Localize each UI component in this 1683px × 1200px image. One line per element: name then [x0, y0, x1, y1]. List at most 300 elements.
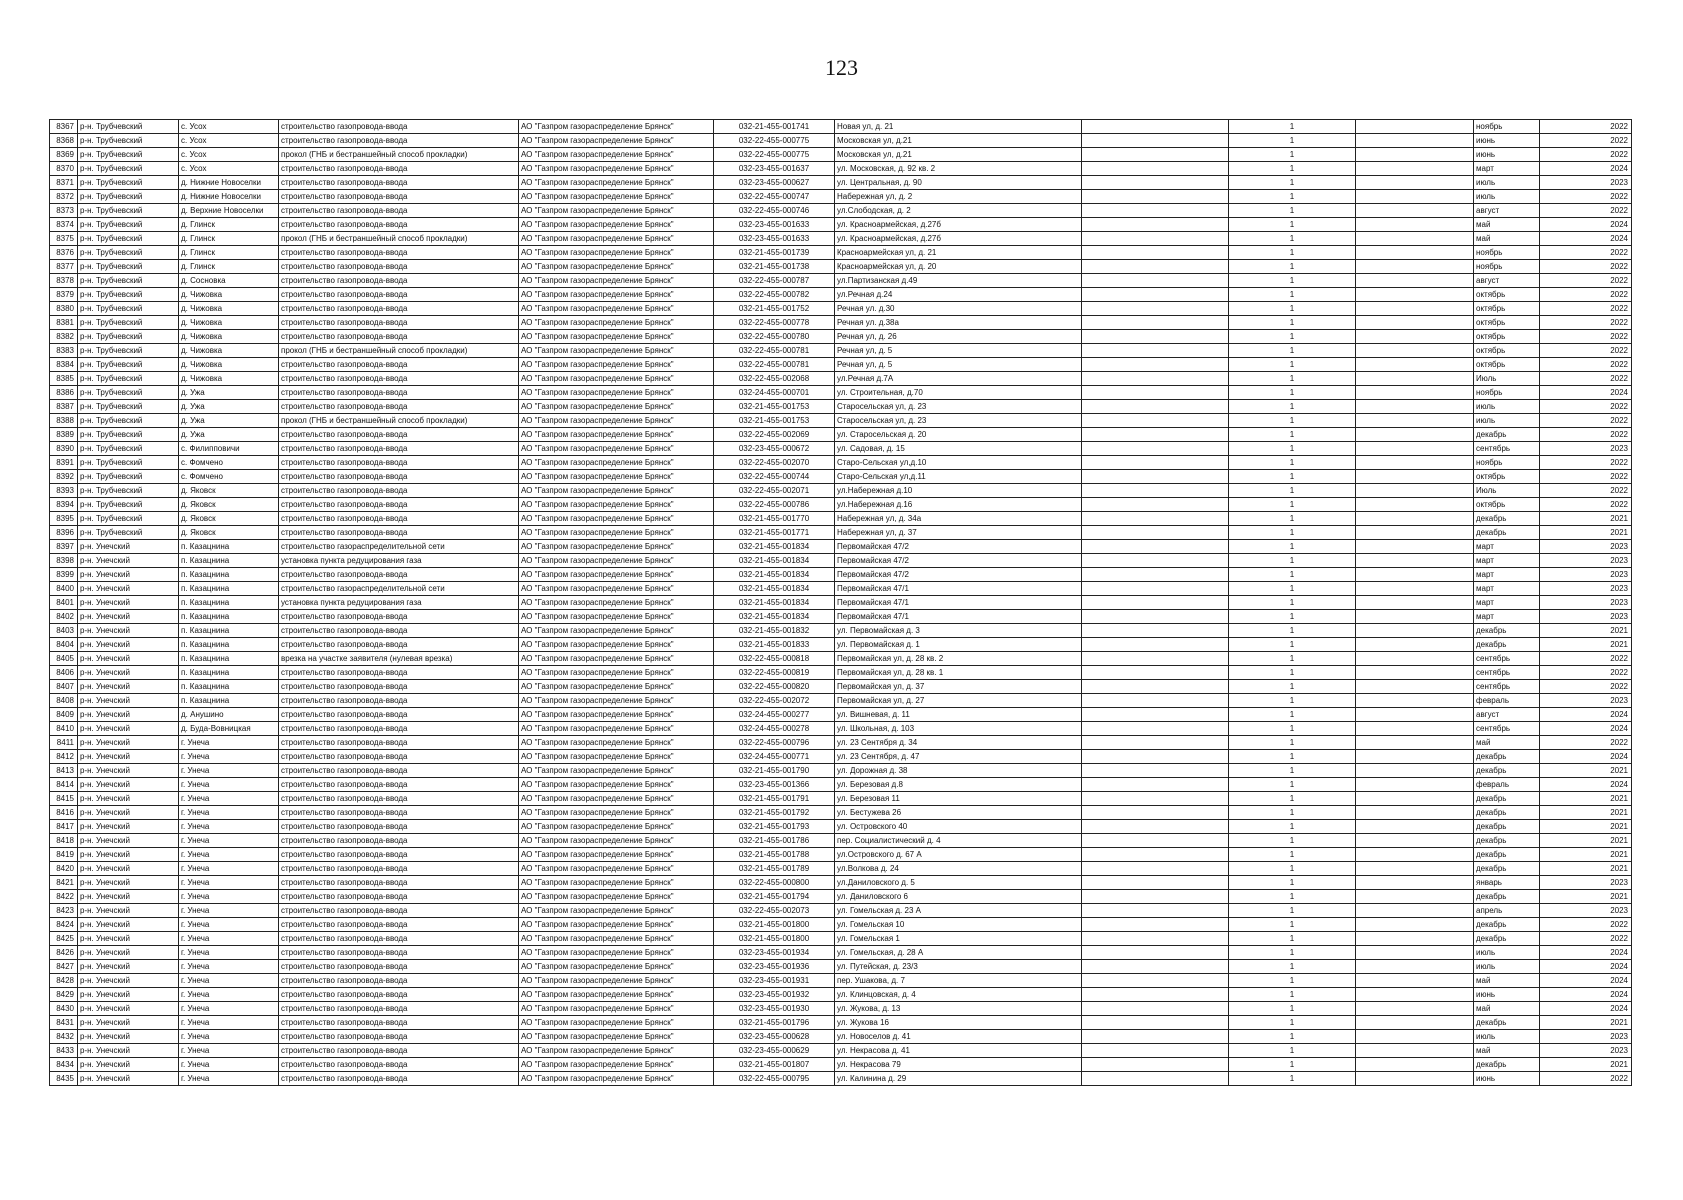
row-number-cell: 8435	[50, 1072, 78, 1086]
request-number-cell: 032-22-455-000819	[714, 666, 835, 680]
row-number-cell: 8385	[50, 372, 78, 386]
blank-col-1-cell	[1082, 862, 1229, 876]
row-number-cell: 8402	[50, 610, 78, 624]
settlement-cell: с. Усох	[179, 134, 279, 148]
work-type-cell: установка пункта редуцирования газа	[279, 554, 519, 568]
month-cell: декабрь	[1474, 512, 1540, 526]
request-number-cell: 032-21-455-001741	[714, 120, 835, 134]
district-cell: р-н. Унечский	[78, 820, 179, 834]
row-number-cell: 8397	[50, 540, 78, 554]
work-type-cell: строительство газопровода-ввода	[279, 512, 519, 526]
request-number-cell: 032-21-455-001794	[714, 890, 835, 904]
table-row	[50, 1030, 1632, 1044]
work-type-cell: строительство газопровода-ввода	[279, 778, 519, 792]
district-cell: р-н. Унечский	[78, 540, 179, 554]
address-cell: Старо-Сельская ул,д.11	[835, 470, 1082, 484]
month-cell: ноябрь	[1474, 386, 1540, 400]
district-cell: р-н. Трубчевский	[78, 372, 179, 386]
blank-col-1-cell	[1082, 946, 1229, 960]
organization-cell: АО "Газпром газораспределение Брянск"	[519, 932, 714, 946]
district-cell: р-н. Трубчевский	[78, 512, 179, 526]
blank-col-2-cell	[1356, 316, 1474, 330]
table-row	[50, 1058, 1632, 1072]
organization-cell: АО "Газпром газораспределение Брянск"	[519, 876, 714, 890]
year-cell: 2022	[1540, 680, 1632, 694]
month-cell: Июль	[1474, 484, 1540, 498]
row-number-cell: 8376	[50, 246, 78, 260]
address-cell: Речная ул. д.38а	[835, 316, 1082, 330]
blank-col-2-cell	[1356, 694, 1474, 708]
month-cell: октябрь	[1474, 358, 1540, 372]
address-cell: ул. Центральная, д. 90	[835, 176, 1082, 190]
quantity-cell: 1	[1229, 1044, 1356, 1058]
district-cell: р-н. Унечский	[78, 890, 179, 904]
month-cell: сентябрь	[1474, 442, 1540, 456]
address-cell: ул. Московская, д. 92 кв. 2	[835, 162, 1082, 176]
work-type-cell: строительство газопровода-ввода	[279, 890, 519, 904]
address-cell: Первомайская ул, д. 28 кв. 1	[835, 666, 1082, 680]
row-number-cell: 8409	[50, 708, 78, 722]
quantity-cell: 1	[1229, 470, 1356, 484]
address-cell: Речная ул, д. 5	[835, 344, 1082, 358]
table-row	[50, 428, 1632, 442]
quantity-cell: 1	[1229, 736, 1356, 750]
work-type-cell: строительство газопровода-ввода	[279, 680, 519, 694]
work-type-cell: строительство газопровода-ввода	[279, 820, 519, 834]
blank-col-1-cell	[1082, 372, 1229, 386]
year-cell: 2022	[1540, 932, 1632, 946]
settlement-cell: г. Унеча	[179, 834, 279, 848]
request-number-cell: 032-21-455-001834	[714, 610, 835, 624]
settlement-cell: г. Унеча	[179, 876, 279, 890]
table-row	[50, 694, 1632, 708]
request-number-cell: 032-21-455-001789	[714, 862, 835, 876]
district-cell: р-н. Трубчевский	[78, 260, 179, 274]
settlement-cell: с. Фомчено	[179, 456, 279, 470]
quantity-cell: 1	[1229, 960, 1356, 974]
district-cell: р-н. Трубчевский	[78, 456, 179, 470]
request-number-cell: 032-22-455-000744	[714, 470, 835, 484]
month-cell: октябрь	[1474, 288, 1540, 302]
blank-col-2-cell	[1356, 218, 1474, 232]
table-row	[50, 932, 1632, 946]
quantity-cell: 1	[1229, 120, 1356, 134]
request-number-cell: 032-21-455-001834	[714, 568, 835, 582]
address-cell: ул. Школьная, д. 103	[835, 722, 1082, 736]
table-row	[50, 974, 1632, 988]
table-row	[50, 960, 1632, 974]
row-number-cell: 8387	[50, 400, 78, 414]
request-number-cell: 032-22-455-002070	[714, 456, 835, 470]
blank-col-2-cell	[1356, 708, 1474, 722]
district-cell: р-н. Унечский	[78, 568, 179, 582]
organization-cell: АО "Газпром газораспределение Брянск"	[519, 288, 714, 302]
work-type-cell: строительство газораспределительной сети	[279, 582, 519, 596]
blank-col-1-cell	[1082, 750, 1229, 764]
year-cell: 2021	[1540, 624, 1632, 638]
work-type-cell: строительство газопровода-ввода	[279, 246, 519, 260]
month-cell: Июль	[1474, 372, 1540, 386]
settlement-cell: п. Казацнина	[179, 582, 279, 596]
work-type-cell: прокол (ГНБ и бестраншейный способ прокладки)	[279, 148, 519, 162]
organization-cell: АО "Газпром газораспределение Брянск"	[519, 218, 714, 232]
year-cell: 2022	[1540, 190, 1632, 204]
row-number-cell: 8425	[50, 932, 78, 946]
request-number-cell: 032-22-455-000818	[714, 652, 835, 666]
quantity-cell: 1	[1229, 442, 1356, 456]
district-cell: р-н. Трубчевский	[78, 232, 179, 246]
quantity-cell: 1	[1229, 694, 1356, 708]
year-cell: 2022	[1540, 498, 1632, 512]
blank-col-1-cell	[1082, 176, 1229, 190]
table-row	[50, 372, 1632, 386]
request-number-cell: 032-23-455-001633	[714, 218, 835, 232]
district-cell: р-н. Трубчевский	[78, 358, 179, 372]
settlement-cell: г. Унеча	[179, 1016, 279, 1030]
month-cell: декабрь	[1474, 1058, 1540, 1072]
request-number-cell: 032-24-455-000771	[714, 750, 835, 764]
request-number-cell: 032-22-455-000775	[714, 148, 835, 162]
district-cell: р-н. Трубчевский	[78, 274, 179, 288]
address-cell: Старосельская ул, д. 23	[835, 414, 1082, 428]
organization-cell: АО "Газпром газораспределение Брянск"	[519, 414, 714, 428]
table-row	[50, 946, 1632, 960]
quantity-cell: 1	[1229, 148, 1356, 162]
blank-col-2-cell	[1356, 484, 1474, 498]
month-cell: июль	[1474, 414, 1540, 428]
month-cell: декабрь	[1474, 1016, 1540, 1030]
address-cell: Набережная ул, д. 37	[835, 526, 1082, 540]
quantity-cell: 1	[1229, 792, 1356, 806]
row-number-cell: 8399	[50, 568, 78, 582]
work-type-cell: строительство газопровода-ввода	[279, 862, 519, 876]
work-type-cell: строительство газопровода-ввода	[279, 372, 519, 386]
table-row	[50, 652, 1632, 666]
work-type-cell: строительство газопровода-ввода	[279, 176, 519, 190]
work-type-cell: строительство газопровода-ввода	[279, 750, 519, 764]
blank-col-1-cell	[1082, 1058, 1229, 1072]
district-cell: р-н. Трубчевский	[78, 162, 179, 176]
row-number-cell: 8400	[50, 582, 78, 596]
blank-col-2-cell	[1356, 470, 1474, 484]
quantity-cell: 1	[1229, 274, 1356, 288]
request-number-cell: 032-23-455-000629	[714, 1044, 835, 1058]
blank-col-2-cell	[1356, 792, 1474, 806]
quantity-cell: 1	[1229, 666, 1356, 680]
row-number-cell: 8424	[50, 918, 78, 932]
month-cell: март	[1474, 610, 1540, 624]
table-row	[50, 232, 1632, 246]
month-cell: октябрь	[1474, 316, 1540, 330]
request-number-cell: 032-21-455-001832	[714, 624, 835, 638]
work-type-cell: строительство газопровода-ввода	[279, 834, 519, 848]
district-cell: р-н. Трубчевский	[78, 148, 179, 162]
blank-col-1-cell	[1082, 386, 1229, 400]
settlement-cell: п. Казацнина	[179, 638, 279, 652]
month-cell: май	[1474, 218, 1540, 232]
settlement-cell: г. Унеча	[179, 806, 279, 820]
blank-col-2-cell	[1356, 806, 1474, 820]
district-cell: р-н. Трубчевский	[78, 330, 179, 344]
address-cell: ул. Гомельская 10	[835, 918, 1082, 932]
district-cell: р-н. Унечский	[78, 792, 179, 806]
address-cell: ул.Набережная д.10	[835, 484, 1082, 498]
blank-col-2-cell	[1356, 582, 1474, 596]
row-number-cell: 8393	[50, 484, 78, 498]
address-cell: ул. Жукова 16	[835, 1016, 1082, 1030]
quantity-cell: 1	[1229, 358, 1356, 372]
quantity-cell: 1	[1229, 344, 1356, 358]
request-number-cell: 032-21-455-001834	[714, 554, 835, 568]
blank-col-2-cell	[1356, 736, 1474, 750]
work-type-cell: строительство газопровода-ввода	[279, 120, 519, 134]
blank-col-2-cell	[1356, 652, 1474, 666]
table-row	[50, 246, 1632, 260]
organization-cell: АО "Газпром газораспределение Брянск"	[519, 708, 714, 722]
quantity-cell: 1	[1229, 512, 1356, 526]
year-cell: 2022	[1540, 120, 1632, 134]
settlement-cell: г. Унеча	[179, 778, 279, 792]
blank-col-1-cell	[1082, 596, 1229, 610]
month-cell: декабрь	[1474, 848, 1540, 862]
organization-cell: АО "Газпром газораспределение Брянск"	[519, 162, 714, 176]
district-cell: р-н. Унечский	[78, 596, 179, 610]
year-cell: 2022	[1540, 330, 1632, 344]
settlement-cell: д. Нижние Новоселки	[179, 176, 279, 190]
row-number-cell: 8403	[50, 624, 78, 638]
district-cell: р-н. Унечский	[78, 610, 179, 624]
organization-cell: АО "Газпром газораспределение Брянск"	[519, 890, 714, 904]
month-cell: декабрь	[1474, 750, 1540, 764]
settlement-cell: с. Усох	[179, 148, 279, 162]
work-type-cell: строительство газопровода-ввода	[279, 568, 519, 582]
request-number-cell: 032-21-455-001833	[714, 638, 835, 652]
blank-col-1-cell	[1082, 190, 1229, 204]
settlement-cell: д. Чижовка	[179, 372, 279, 386]
district-cell: р-н. Унечский	[78, 974, 179, 988]
address-cell: ул. Жукова, д. 13	[835, 1002, 1082, 1016]
district-cell: р-н. Унечский	[78, 1030, 179, 1044]
blank-col-1-cell	[1082, 288, 1229, 302]
request-number-cell: 032-21-455-001793	[714, 820, 835, 834]
blank-col-1-cell	[1082, 694, 1229, 708]
blank-col-2-cell	[1356, 820, 1474, 834]
table-row	[50, 890, 1632, 904]
settlement-cell: п. Казацнина	[179, 652, 279, 666]
district-cell: р-н. Унечский	[78, 582, 179, 596]
month-cell: декабрь	[1474, 862, 1540, 876]
row-number-cell: 8392	[50, 470, 78, 484]
district-cell: р-н. Трубчевский	[78, 470, 179, 484]
year-cell: 2021	[1540, 1058, 1632, 1072]
settlement-cell: д. Чижовка	[179, 288, 279, 302]
organization-cell: АО "Газпром газораспределение Брянск"	[519, 176, 714, 190]
year-cell: 2023	[1540, 876, 1632, 890]
table-row	[50, 484, 1632, 498]
blank-col-2-cell	[1356, 904, 1474, 918]
quantity-cell: 1	[1229, 302, 1356, 316]
quantity-cell: 1	[1229, 806, 1356, 820]
blank-col-1-cell	[1082, 274, 1229, 288]
year-cell: 2022	[1540, 736, 1632, 750]
request-number-cell: 032-21-455-001752	[714, 302, 835, 316]
district-cell: р-н. Унечский	[78, 1002, 179, 1016]
table-row	[50, 414, 1632, 428]
blank-col-1-cell	[1082, 778, 1229, 792]
district-cell: р-н. Трубчевский	[78, 344, 179, 358]
district-cell: р-н. Трубчевский	[78, 190, 179, 204]
request-number-cell: 032-21-455-001786	[714, 834, 835, 848]
quantity-cell: 1	[1229, 596, 1356, 610]
blank-col-2-cell	[1356, 932, 1474, 946]
table-row	[50, 456, 1632, 470]
month-cell: декабрь	[1474, 638, 1540, 652]
month-cell: май	[1474, 1044, 1540, 1058]
row-number-cell: 8379	[50, 288, 78, 302]
address-cell: ул.Речная д.7А	[835, 372, 1082, 386]
year-cell: 2022	[1540, 246, 1632, 260]
year-cell: 2024	[1540, 1002, 1632, 1016]
settlement-cell: г. Унеча	[179, 1058, 279, 1072]
table-row	[50, 120, 1632, 134]
request-number-cell: 032-23-455-001637	[714, 162, 835, 176]
year-cell: 2022	[1540, 918, 1632, 932]
quantity-cell: 1	[1229, 904, 1356, 918]
settlement-cell: д. Чижовка	[179, 316, 279, 330]
district-cell: р-н. Трубчевский	[78, 442, 179, 456]
settlement-cell: п. Казацнина	[179, 680, 279, 694]
table-row	[50, 918, 1632, 932]
settlement-cell: д. Яковск	[179, 512, 279, 526]
blank-col-2-cell	[1356, 834, 1474, 848]
organization-cell: АО "Газпром газораспределение Брянск"	[519, 512, 714, 526]
organization-cell: АО "Газпром газораспределение Брянск"	[519, 246, 714, 260]
month-cell: март	[1474, 582, 1540, 596]
address-cell: ул. Островского 40	[835, 820, 1082, 834]
work-type-cell: строительство газопровода-ввода	[279, 1044, 519, 1058]
table-row	[50, 596, 1632, 610]
request-number-cell: 032-22-455-000781	[714, 344, 835, 358]
work-type-cell: строительство газопровода-ввода	[279, 876, 519, 890]
district-cell: р-н. Унечский	[78, 876, 179, 890]
settlement-cell: д. Чижовка	[179, 358, 279, 372]
address-cell: ул. Красноармейская, д.27б	[835, 218, 1082, 232]
work-type-cell: строительство газопровода-ввода	[279, 624, 519, 638]
blank-col-1-cell	[1082, 358, 1229, 372]
request-number-cell: 032-22-455-000782	[714, 288, 835, 302]
row-number-cell: 8429	[50, 988, 78, 1002]
year-cell: 2022	[1540, 652, 1632, 666]
work-type-cell: строительство газопровода-ввода	[279, 932, 519, 946]
address-cell: ул. Гомельская д. 23 А	[835, 904, 1082, 918]
quantity-cell: 1	[1229, 1030, 1356, 1044]
blank-col-1-cell	[1082, 960, 1229, 974]
organization-cell: АО "Газпром газораспределение Брянск"	[519, 694, 714, 708]
district-cell: р-н. Трубчевский	[78, 246, 179, 260]
address-cell: Первомайская 47/2	[835, 568, 1082, 582]
blank-col-2-cell	[1356, 568, 1474, 582]
blank-col-1-cell	[1082, 792, 1229, 806]
row-number-cell: 8421	[50, 876, 78, 890]
work-type-cell: строительство газопровода-ввода	[279, 358, 519, 372]
district-cell: р-н. Трубчевский	[78, 204, 179, 218]
request-number-cell: 032-23-455-001366	[714, 778, 835, 792]
month-cell: июль	[1474, 960, 1540, 974]
request-number-cell: 032-21-455-001792	[714, 806, 835, 820]
district-cell: р-н. Унечский	[78, 722, 179, 736]
month-cell: ноябрь	[1474, 260, 1540, 274]
blank-col-2-cell	[1356, 988, 1474, 1002]
month-cell: декабрь	[1474, 820, 1540, 834]
row-number-cell: 8412	[50, 750, 78, 764]
address-cell: Речная ул, д. 5	[835, 358, 1082, 372]
year-cell: 2021	[1540, 890, 1632, 904]
row-number-cell: 8417	[50, 820, 78, 834]
year-cell: 2024	[1540, 218, 1632, 232]
work-type-cell: строительство газопровода-ввода	[279, 456, 519, 470]
year-cell: 2021	[1540, 512, 1632, 526]
request-number-cell: 032-22-455-002071	[714, 484, 835, 498]
organization-cell: АО "Газпром газораспределение Брянск"	[519, 666, 714, 680]
settlement-cell: п. Казацнина	[179, 554, 279, 568]
table-row	[50, 134, 1632, 148]
blank-col-2-cell	[1356, 1058, 1474, 1072]
address-cell: Набережная ул, д. 34а	[835, 512, 1082, 526]
settlement-cell: г. Унеча	[179, 1072, 279, 1086]
table-row	[50, 778, 1632, 792]
quantity-cell: 1	[1229, 652, 1356, 666]
district-cell: р-н. Унечский	[78, 554, 179, 568]
organization-cell: АО "Газпром газораспределение Брянск"	[519, 834, 714, 848]
district-cell: р-н. Унечский	[78, 624, 179, 638]
quantity-cell: 1	[1229, 932, 1356, 946]
blank-col-2-cell	[1356, 428, 1474, 442]
settlement-cell: д. Чижовка	[179, 330, 279, 344]
settlement-cell: д. Чижовка	[179, 344, 279, 358]
quantity-cell: 1	[1229, 330, 1356, 344]
table-row	[50, 218, 1632, 232]
blank-col-2-cell	[1356, 344, 1474, 358]
organization-cell: АО "Газпром газораспределение Брянск"	[519, 204, 714, 218]
blank-col-2-cell	[1356, 624, 1474, 638]
table-row	[50, 848, 1632, 862]
row-number-cell: 8389	[50, 428, 78, 442]
work-type-cell: строительство газопровода-ввода	[279, 918, 519, 932]
settlement-cell: с. Филипповичи	[179, 442, 279, 456]
organization-cell: АО "Газпром газораспределение Брянск"	[519, 428, 714, 442]
blank-col-2-cell	[1356, 778, 1474, 792]
quantity-cell: 1	[1229, 288, 1356, 302]
month-cell: сентябрь	[1474, 666, 1540, 680]
request-number-cell: 032-21-455-001770	[714, 512, 835, 526]
month-cell: март	[1474, 568, 1540, 582]
year-cell: 2023	[1540, 596, 1632, 610]
organization-cell: АО "Газпром газораспределение Брянск"	[519, 848, 714, 862]
table-row	[50, 302, 1632, 316]
address-cell: ул. Даниловского 6	[835, 890, 1082, 904]
work-type-cell: строительство газопровода-ввода	[279, 526, 519, 540]
year-cell: 2022	[1540, 470, 1632, 484]
table-row	[50, 568, 1632, 582]
address-cell: Первомайская 47/1	[835, 596, 1082, 610]
work-type-cell: строительство газопровода-ввода	[279, 722, 519, 736]
quantity-cell: 1	[1229, 946, 1356, 960]
row-number-cell: 8427	[50, 960, 78, 974]
year-cell: 2022	[1540, 148, 1632, 162]
blank-col-1-cell	[1082, 120, 1229, 134]
year-cell: 2023	[1540, 1030, 1632, 1044]
work-type-cell: строительство газораспределительной сети	[279, 540, 519, 554]
